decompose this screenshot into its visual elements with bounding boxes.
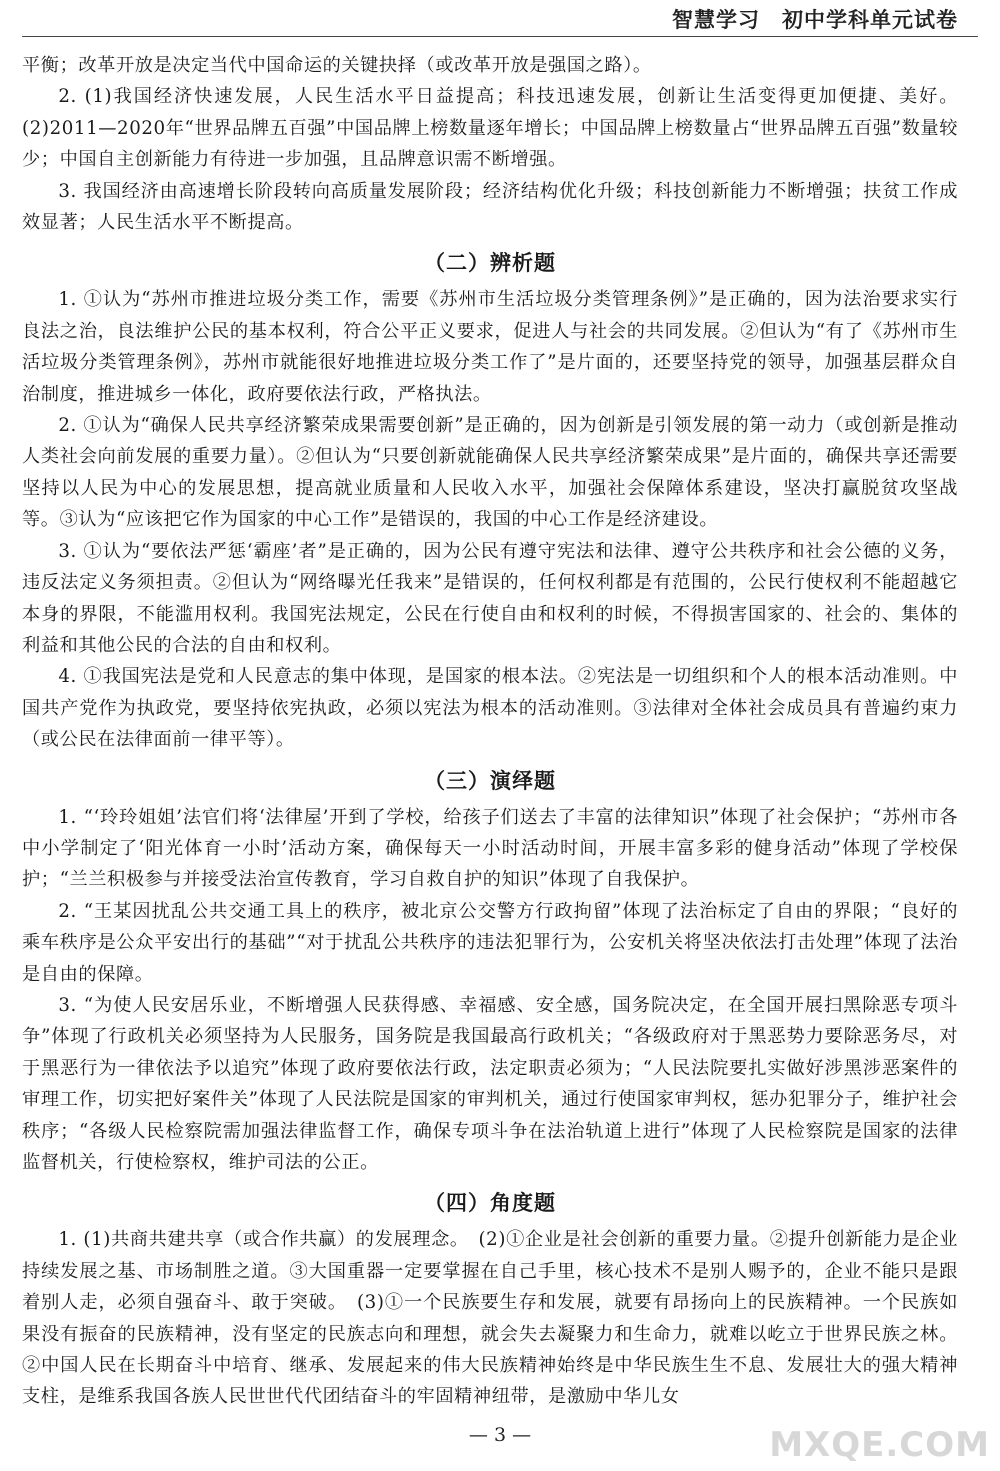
watermark-text: MXQE.COM <box>769 1425 990 1465</box>
answer-content <box>22 50 958 1413</box>
page-number: — 3 — <box>468 1424 532 1446</box>
section-heading: （二）辨析题 <box>424 251 556 276</box>
paragraph: 3. ①认为“要依法严惩‘霸座’者”是正确的，因为公民有遵守宪法和法律、遵守公共秩序和社会公德的义务，违反法定义务须担责。②但认为“网络曝光任我来”是错误的，任何权利都是有范围的，公民行使权利不能超越它本身的界限，不能滥用权利。我国宪法规定，公民在行使自由和权利的时候，不得损害国家的、社会的、集体的利益和其他公民的合法的自由和权利。 <box>22 540 958 656</box>
section-heading: （四）角度题 <box>424 1191 556 1216</box>
section-heading: （三）演绎题 <box>424 768 556 793</box>
paragraph: 3. 我国经济由高速增长阶段转向高质量发展阶段；经济结构优化升级；科技创新能力不断增强；扶贫工作成效显著；人民生活水平不断提高。 <box>22 180 958 234</box>
header-divider <box>22 36 978 37</box>
paragraph: 1. (1)共商共建共享（或合作共赢）的发展理念。 (2)①企业是社会创新的重要力量。②提升创新能力是企业持续发展之基、市场制胜之道。③大国重器一定要掌握在自己手里，核心技术不是别人赐予的，企业不能只是跟着别人走，必须自强奋斗、敢于突破。 (3)①一个民族要生存和发展，就要有昂扬向上的民族精神。一个民族如果没有振奋的民族精神，没有坚定的民族志向和理想，就会失去凝聚力和生命力，就难以屹立于世界民族之林。②中国人民在长期奋斗中培育、继承、发展起来的伟大民族精神始终是中华民族生生不息、发展壮大的强大精神支柱，是维系我国各族人民世世代代团结奋斗的牢固精神纽带，是激励中华儿女 <box>22 1229 958 1408</box>
paragraph: 3. “为使人民安居乐业，不断增强人民获得感、幸福感、安全感，国务院决定，在全国开展扫黑除恶专项斗争”体现了行政机关必须坚持为人民服务，国务院是我国最高行政机关；“各级政府对于黑恶势力要除恶务尽，对于黑恶行为一律依法予以追究”体现了政府要依法行政，法定职责必须为；“人民法院要扎实做好涉黑涉恶案件的审理工作，切实把好案件关”体现了人民法院是国家的审判机关，通过行使国家审判权，惩办犯罪分子，维护社会秩序；“各级人民检察院需加强法律监督工作，确保专项斗争在法治轨道上进行”体现了人民检察院是国家的法律监督机关，行使检察权，维护司法的公正。 <box>22 994 958 1173</box>
paragraph: 2. “王某因扰乱公共交通工具上的秩序，被北京公交警方行政拘留”体现了法治标定了自由的界限；“良好的乘车秩序是公众平安出行的基础”“对于扰乱公共秩序的违法犯罪行为，公安机关将坚决依法打击处理”体现了法治是自由的保障。 <box>22 900 958 985</box>
paragraph: 1. ①认为“苏州市推进垃圾分类工作，需要《苏州市生活垃圾分类管理条例》”是正确的，因为法治要求实行良法之治，良法维护公民的基本权利，符合公平正义要求，促进人与社会的共同发展。②但认为“有了《苏州市生活垃圾分类管理条例》，苏州市就能很好地推进垃圾分类工作了”是片面的，还要坚持党的领导，加强基层群众自治制度，推进城乡一体化，政府要依法行政，严格执法。 <box>22 289 958 405</box>
paragraph: 1. “‘玲玲姐姐’法官们将‘法律屋’开到了学校，给孩子们送去了丰富的法律知识”体现了社会保护；“苏州市各中小学制定了‘阳光体育一小时’活动方案，确保每天一小时活动时间，开展丰富多彩的健身活动”体现了学校保护；“兰兰积极参与并接受法治宣传教育，学习自救自护的知识”体现了自我保护。 <box>22 806 958 891</box>
paragraph: 平衡；改革开放是决定当代中国命运的关键抉择（或改革开放是强国之路）。 <box>22 55 652 76</box>
paragraph: 2. (1)我国经济快速发展，人民生活水平日益提高；科技迅速发展，创新让生活变得更加便捷、美好。(2)2011—2020年“世界品牌五百强”中国品牌上榜数量逐年增长；中国品牌上榜数量占“世界品牌五百强”数量较少；中国自主创新能力有待进一步加强，且品牌意识需不断增强。 <box>22 86 958 171</box>
paragraph: 2. ①认为“确保人民共享经济繁荣成果需要创新”是正确的，因为创新是引领发展的第一动力（或创新是推动人类社会向前发展的重要力量）。②但认为“只要创新就能确保人民共享经济繁荣成果”是片面的，确保共享还需要坚持以人民为中心的发展思想，提高就业质量和人民收入水平，加强社会保障体系建设，坚决打赢脱贫攻坚战等。③认为“应该把它作为国家的中心工作”是错误的，我国的中心工作是经济建设。 <box>22 415 958 531</box>
running-header: 智慧学习 初中学科单元试卷 <box>672 8 958 32</box>
paragraph: 4. ①我国宪法是党和人民意志的集中体现，是国家的根本法。②宪法是一切组织和个人的根本活动准则。中国共产党作为执政党，要坚持依宪执政，必须以宪法为根本的活动准则。③法律对全体社会成员具有普遍约束力（或公民在法律面前一律平等）。 <box>22 666 958 751</box>
